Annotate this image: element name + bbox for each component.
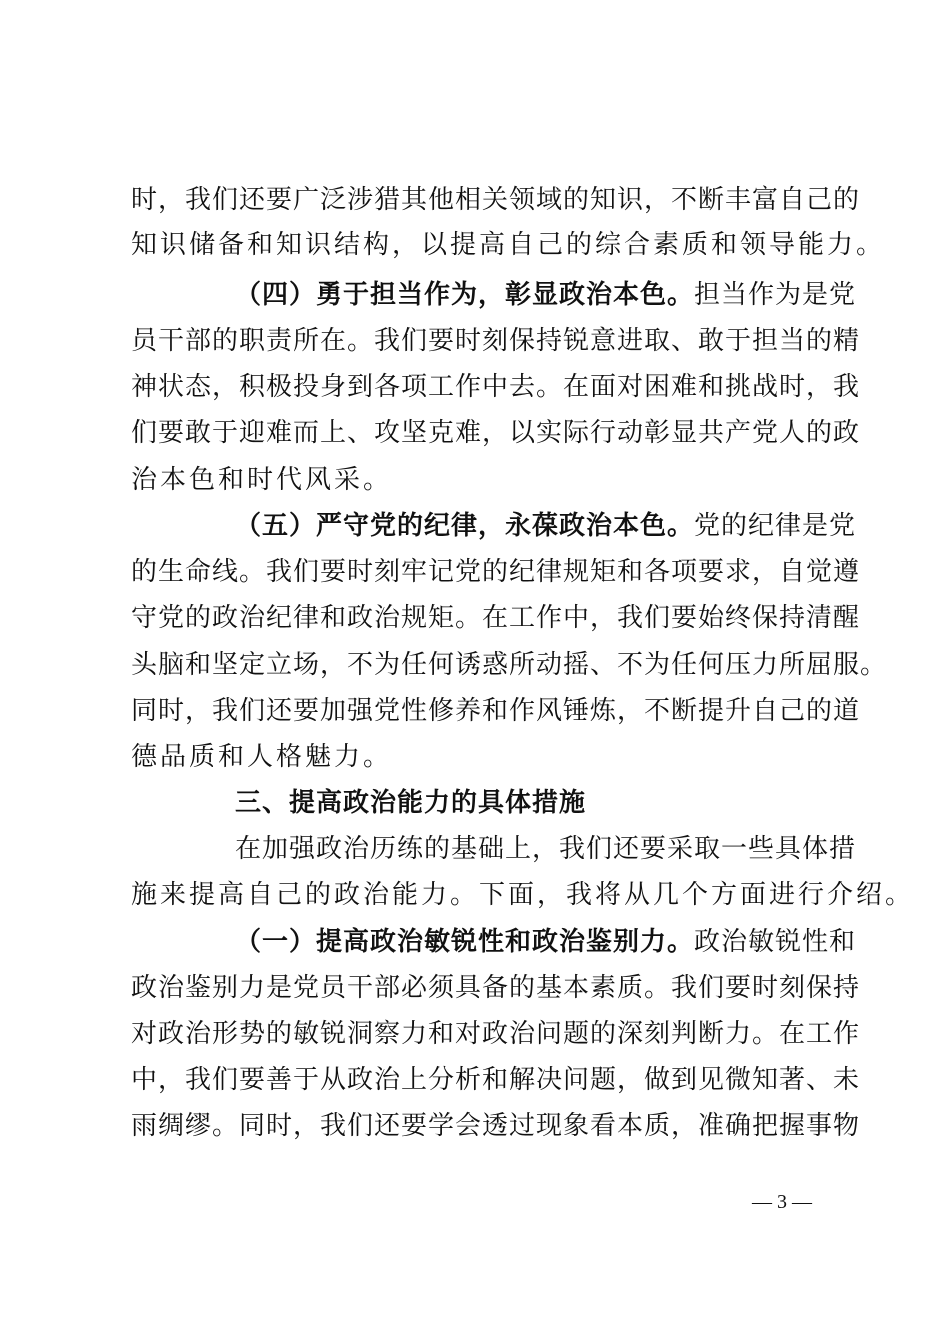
subsection-1-title: （一）提高政治敏锐性和政治鉴别力。 bbox=[235, 927, 695, 957]
section-4-title: （四）勇于担当作为，彰显政治本色。 bbox=[235, 280, 695, 310]
body-line: 雨绸缪。同时，我们还要学会透过现象看本质，准确把握事物 bbox=[131, 1111, 861, 1141]
body-line: 同时，我们还要加强党性修养和作风锤炼，不断提升自己的道 bbox=[131, 696, 861, 726]
section-5-title: （五）严守党的纪律，永葆政治本色。 bbox=[235, 511, 695, 541]
body-line: 守党的政治纪律和政治规矩。在工作中，我们要始终保持清醒 bbox=[131, 603, 861, 633]
body-line: 知识储备和知识结构，以提高自己的综合素质和领导能力。 bbox=[131, 230, 886, 260]
body-line: 德品质和人格魅力。 bbox=[131, 742, 393, 772]
body-line: 对政治形势的敏锐洞察力和对政治问题的深刻判断力。在工作 bbox=[131, 1019, 861, 1049]
body-line: 在加强政治历练的基础上，我们还要采取一些具体措 bbox=[235, 834, 857, 864]
subsection-1-lead-line: （一）提高政治敏锐性和政治鉴别力。政治敏锐性和 bbox=[235, 927, 857, 957]
body-line: 的生命线。我们要时刻牢记党的纪律规矩和各项要求，自觉遵 bbox=[131, 557, 861, 587]
page-number: — 3 — bbox=[752, 1191, 812, 1213]
body-line: 治本色和时代风采。 bbox=[131, 465, 393, 495]
body-line: 神状态，积极投身到各项工作中去。在面对困难和挑战时，我 bbox=[131, 372, 861, 402]
body-line: 们要敢于迎难而上、攻坚克难，以实际行动彰显共产党人的政 bbox=[131, 418, 861, 448]
section-4-lead-line: （四）勇于担当作为，彰显政治本色。担当作为是党 bbox=[235, 280, 857, 310]
body-line: 时，我们还要广泛涉猎其他相关领域的知识，不断丰富自己的 bbox=[131, 185, 861, 215]
body-line: 头脑和坚定立场，不为任何诱惑所动摇、不为任何压力所屈服。 bbox=[131, 650, 888, 680]
body-line: 中，我们要善于从政治上分析和解决问题，做到见微知著、未 bbox=[131, 1065, 861, 1095]
section-heading-3: 三、提高政治能力的具体措施 bbox=[235, 788, 587, 818]
body-line: 施来提高自己的政治能力。下面，我将从几个方面进行介绍。 bbox=[131, 880, 915, 910]
section-5-lead-line: （五）严守党的纪律，永葆政治本色。党的纪律是党 bbox=[235, 511, 857, 541]
body-line: 政治鉴别力是党员干部必须具备的基本素质。我们要时刻保持 bbox=[131, 973, 861, 1003]
body-line: 员干部的职责所在。我们要时刻保持锐意进取、敢于担当的精 bbox=[131, 326, 861, 356]
